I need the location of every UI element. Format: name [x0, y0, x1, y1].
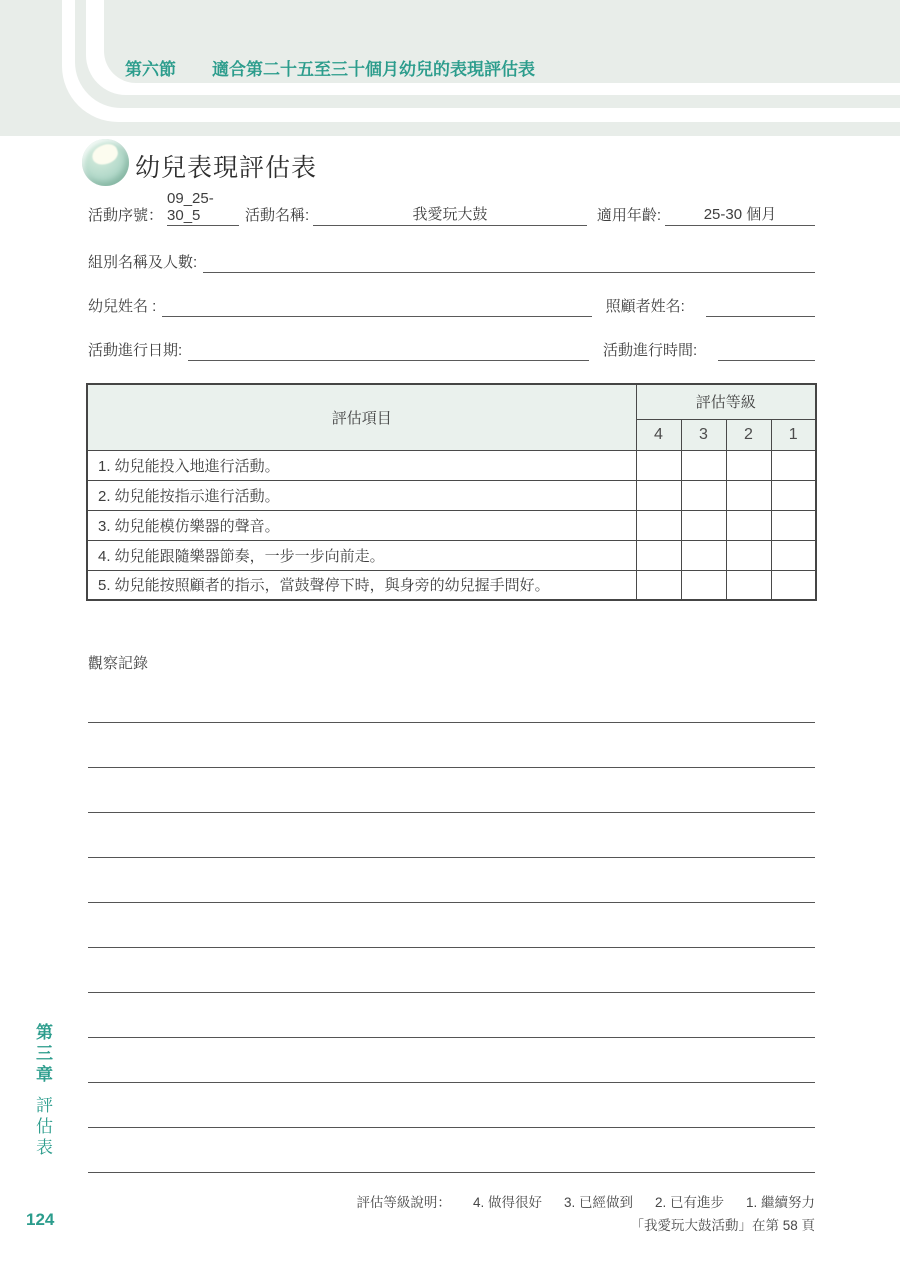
- observation-line: [88, 948, 815, 993]
- table-row: [87, 570, 816, 600]
- grade-cell: [636, 540, 681, 570]
- grade-level-3: 3: [681, 419, 726, 450]
- page-number: 124: [26, 1210, 55, 1229]
- grade-cell: [681, 480, 726, 510]
- table-row: [87, 480, 816, 510]
- activity-name-label: 活動名稱:: [245, 207, 310, 224]
- observation-line: [88, 1128, 815, 1173]
- section-number: 第六節: [125, 60, 176, 79]
- sidebar-section-label: 評估表: [33, 1096, 52, 1159]
- activity-no-label: 活動序號：: [88, 207, 164, 224]
- observation-line: [88, 903, 815, 948]
- child-name-label: 幼兒姓名 :: [88, 298, 157, 315]
- grade-cell: [771, 570, 816, 600]
- grade-cell: [771, 450, 816, 480]
- form-title: 幼兒表現評估表: [135, 154, 318, 182]
- observation-line: [88, 723, 815, 768]
- item-column-header: 評估項目: [87, 384, 636, 450]
- grade-cell: [636, 570, 681, 600]
- activity-reference: 「我愛玩大鼓活動」在第 58 頁: [630, 1218, 815, 1233]
- observation-line: [88, 1083, 815, 1128]
- caregiver-label: 照顧者姓名:: [605, 298, 685, 315]
- observation-line: [88, 768, 815, 813]
- observation-line: [88, 1038, 815, 1083]
- grade-cell: [726, 480, 771, 510]
- grade-cell: [636, 510, 681, 540]
- legend-item: 1. 繼續努力: [745, 1195, 815, 1210]
- page-header-banner: [0, 0, 900, 136]
- activity-no-value: 09_25-30_5: [167, 200, 239, 226]
- time-label: 活動進行時間:: [603, 342, 698, 359]
- observation-line: [88, 678, 815, 723]
- assessment-table: [86, 383, 817, 601]
- sidebar-chapter-label: 第三章: [33, 1023, 52, 1086]
- grade-cell: [726, 450, 771, 480]
- grade-cell: [771, 480, 816, 510]
- grade-cell: [681, 570, 726, 600]
- caregiver-blank-field: [706, 291, 815, 317]
- age-label: 適用年齡:: [596, 207, 661, 224]
- grade-cell: [681, 450, 726, 480]
- date-label: 活動進行日期:: [88, 342, 183, 359]
- grade-cell: [726, 510, 771, 540]
- observation-line: [88, 993, 815, 1038]
- group-blank-field: [203, 247, 815, 273]
- bubble-icon: [82, 139, 129, 186]
- grade-cell: [726, 570, 771, 600]
- activity-name-value: 我愛玩大鼓: [313, 200, 587, 226]
- grade-cell: [636, 450, 681, 480]
- form-row-names: [88, 291, 815, 317]
- child-name-blank-field: [162, 291, 591, 317]
- legend-item: 4. 做得很好: [472, 1195, 542, 1210]
- assessment-item: 2. 幼兒能按指示進行活動。: [87, 480, 636, 510]
- grade-level-2: 2: [726, 419, 771, 450]
- table-row: [87, 540, 816, 570]
- assessment-item: 1. 幼兒能投入地進行活動。: [87, 450, 636, 480]
- assessment-item: 3. 幼兒能模仿樂器的聲音。: [87, 510, 636, 540]
- observation-line: [88, 813, 815, 858]
- observation-line: [88, 858, 815, 903]
- grade-cell: [726, 540, 771, 570]
- group-label: 組別名稱及人數:: [88, 254, 198, 271]
- table-row: [87, 510, 816, 540]
- time-blank-field: [718, 335, 815, 361]
- grade-cell: [681, 510, 726, 540]
- table-row: [87, 450, 816, 480]
- section-heading: [125, 55, 535, 80]
- legend-item: 3. 已經做到: [563, 1195, 633, 1210]
- table-header-row: [87, 384, 816, 419]
- grade-cell: [681, 540, 726, 570]
- grade-legend: [356, 1191, 815, 1211]
- grade-column-header: 評估等級: [636, 384, 816, 419]
- section-title: 適合第二十五至三十個月幼兒的表現評估表: [212, 60, 535, 79]
- grade-cell: [771, 510, 816, 540]
- age-value: 25-30 個月: [665, 200, 815, 226]
- legend-item: 2. 已有進步: [654, 1195, 724, 1210]
- legend-label: 評估等級說明：: [356, 1195, 451, 1210]
- observation-label: 觀察記錄: [88, 655, 149, 672]
- grade-cell: [636, 480, 681, 510]
- date-blank-field: [188, 335, 589, 361]
- grade-level-1: 1: [771, 419, 816, 450]
- form-row-activity: [88, 190, 815, 226]
- assessment-item: 4. 幼兒能跟隨樂器節奏，一步一步向前走。: [87, 540, 636, 570]
- grade-cell: [771, 540, 816, 570]
- assessment-item: 5. 幼兒能按照顧者的指示，當鼓聲停下時，與身旁的幼兒握手問好。: [87, 570, 636, 600]
- form-row-datetime: [88, 335, 815, 361]
- form-row-group: [88, 247, 815, 273]
- observation-lines: [88, 678, 815, 1173]
- grade-level-4: 4: [636, 419, 681, 450]
